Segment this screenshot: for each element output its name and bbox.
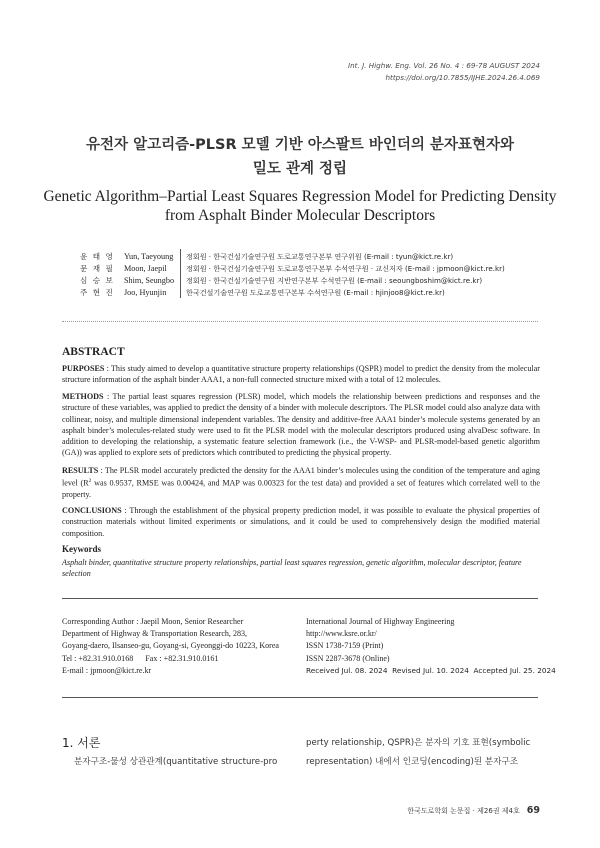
english-title-line-2: from Asphalt Binder Molecular Descriptors: [164, 207, 436, 224]
r-squared-superscript: 2: [88, 478, 92, 485]
author-affiliation: 정회원 · 한국건설기술연구원 지반연구본부 수석연구원 (E-mail : seoungboshim@kict.re.kr): [186, 276, 483, 285]
issn-online: ISSN 2287-3678 (Online): [306, 653, 390, 663]
revised-date: Jul. 10. 2024: [422, 665, 469, 675]
english-title-line-1: Genetic Algorithm–Partial Least Squares Regression Model for Predicting Density: [43, 188, 557, 205]
results-label: RESULTS: [62, 466, 99, 475]
conclusions-label: CONCLUSIONS: [62, 506, 122, 515]
abstract-purposes: [62, 363, 540, 386]
author-english-name: Moon, Jaepil: [124, 264, 167, 273]
footer-divider: [62, 697, 538, 698]
issn-print: ISSN 1738-7159 (Print): [306, 641, 384, 651]
korean-title-line-1: 유전자 알고리즘-PLSR 모델 기반 아스팔트 바인더의 분자표현자와: [86, 137, 514, 153]
author-korean-name: 문 재 필: [80, 264, 115, 273]
conclusions-text: : Through the establishment of the physical property prediction model, it was possible to evaluate the physical properties of construction materials without limited experiments or simulations, and it could be used to comprehensively design the modified material composition.: [62, 506, 540, 538]
methods-text: : The partial least squares regression (PLSR) model, which models the relationship between predictions and responses and the structure of these variables, was applied to predict the density of a binder with molecule descriptors. The PLSR model could also analyze data with collinear, noisy, and multiple dimensional independent variables. The density and additive-free AAA1 binder’s molecule systems generated by an asphalt binder’s molecules-related study were used to fit the PLSR model with the molecular descriptors produced using alvaDesc software. In addition to developing the relationship, a systematic feature selection framework (i.e., the V-WSP- and PLSR-model-based genetic algorithm (GA)) was applied to explore sets of predictors which contributed to predicting the physical property.: [62, 392, 540, 458]
author-affiliation: 정회원 · 한국건설기술연구원 도로교통연구본부 연구위원 (E-mail : tyun@kict.re.kr): [186, 252, 454, 261]
accepted-label: Accepted: [473, 665, 508, 675]
author-affiliation: 한국건설기술연구원 도로교통연구본부 수석연구원 (E-mail : hjinjoo8@kict.re.kr): [186, 288, 445, 297]
doi-link[interactable]: https://doi.org/10.7855/IJHE.2024.26.4.069: [385, 73, 540, 82]
abstract-methods: [62, 391, 540, 459]
abstract-conclusions: [62, 505, 540, 539]
footer-journal: 한국도로학회 논문집 · 제26권 제4호: [407, 807, 520, 815]
corresponding-line: Tel : +82.31.910.0168 Fax : +82.31.910.0161: [62, 653, 219, 663]
dotted-divider: [62, 321, 538, 322]
author-english-name: Joo, Hyunjin: [124, 288, 167, 297]
author-korean-name: 윤 태 영: [80, 252, 115, 261]
abstract-results: [62, 465, 540, 501]
section-heading: 1. 서론: [62, 736, 101, 750]
corresponding-email[interactable]: E-mail : jpmoon@kict.re.kr: [62, 665, 152, 675]
accepted-date: Jul. 25. 2024: [509, 665, 556, 675]
purposes-text: : This study aimed to develop a quantitative structure property relationships (QSPR) model to predict the density from the molecular structure information of the asphalt binder AAA1, a non-full connected structure mixed with a total of 12 molecules.: [62, 364, 540, 385]
revised-label: Revised: [392, 665, 421, 675]
keywords-text: Asphalt binder, quantitative structure property relationships, partial least squares regression, genetic algorithm, molecular descriptor, feature selection: [62, 558, 522, 579]
body-text-right-2: representation) 내에서 인코딩(encoding)된 분자구조: [306, 757, 519, 767]
author-divider: [180, 249, 181, 298]
section-divider: [62, 598, 538, 599]
received-date: Jul. 08. 2024: [341, 665, 388, 675]
korean-title-line-2: 밀도 관계 정립: [252, 161, 348, 177]
body-text-right-1: perty relationship, QSPR)은 분자의 기호 표현(symbolic: [306, 738, 531, 748]
journal-info-block: [306, 616, 556, 677]
submission-dates: [306, 665, 556, 677]
author-korean-name: 주 현 진: [80, 288, 115, 297]
author-affiliation: 정회원 · 한국건설기술연구원 도로교통연구본부 수석연구원 · 교신저자 (E-mail : jpmoon@kict.re.kr): [186, 264, 505, 273]
abstract-heading: ABSTRACT: [62, 346, 125, 358]
results-text-cont: was 0.9537, RMSE was 0.00424, and MAP was 0.00323 for the test data) and provided a set of features which correlated well to the property.: [62, 479, 540, 500]
body-text-left: 분자구조-물성 상관관계(quantitative structure-pro: [74, 757, 278, 767]
page-footer: [407, 805, 540, 816]
corresponding-author-block: [62, 616, 279, 677]
corresponding-line: Corresponding Author : Jaepil Moon, Senior Researcher: [62, 617, 244, 626]
results-text: : The PLSR model accurately predicted the density for the AAA1 binder’s molecules using the condition of the temperature and aging level (R: [62, 466, 540, 489]
journal-url[interactable]: http://www.ksre.or.kr/: [306, 629, 377, 639]
author-korean-name: 심 승 보: [80, 276, 115, 285]
received-label: Received: [306, 665, 340, 675]
page-number: 69: [526, 805, 540, 816]
author-english-name: Shim, Seungbo: [124, 276, 175, 285]
journal-citation: Int. J. Highw. Eng. Vol. 26 No. 4 : 69-78 AUGUST 2024: [348, 61, 540, 70]
methods-label: METHODS: [62, 392, 104, 401]
author-english-name: Yun, Taeyoung: [124, 252, 174, 261]
purposes-label: PURPOSES: [62, 364, 105, 373]
keywords-heading: Keywords: [62, 544, 101, 554]
corresponding-line: Goyang-daero, Ilsanseo-gu, Goyang-si, Gyeonggi-do 10223, Korea: [62, 641, 279, 651]
corresponding-line: Department of Highway & Transportation Research, 283,: [62, 629, 248, 639]
journal-name: International Journal of Highway Engineering: [306, 617, 455, 626]
